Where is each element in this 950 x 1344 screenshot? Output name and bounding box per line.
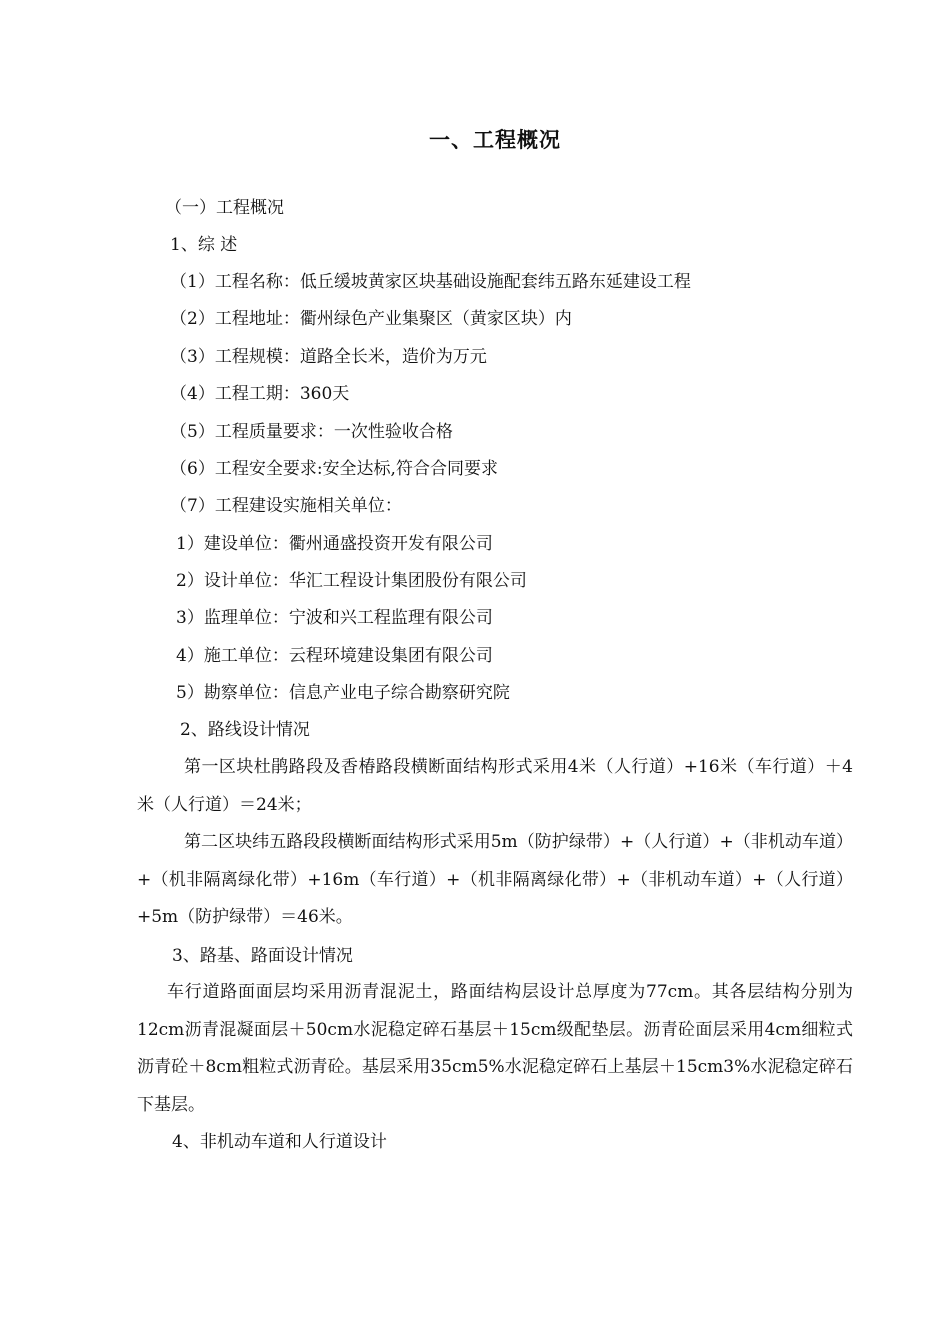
project-name-item: （1）工程名称：低丘缓坡黄家区块基础设施配套纬五路东延建设工程 <box>170 272 691 292</box>
section-heading: （一）工程概况 <box>165 198 284 218</box>
unit-item-contractor: 4）施工单位：云程环境建设集团有限公司 <box>176 646 493 666</box>
nonmotor-heading: 4、非机动车道和人行道设计 <box>172 1132 387 1152</box>
summary-heading: 1、综 述 <box>170 235 238 255</box>
subgrade-heading: 3、路基、路面设计情况 <box>172 946 353 966</box>
project-safety-item: （6）工程安全要求:安全达标,符合合同要求 <box>170 459 498 479</box>
subgrade-paragraph: 车行道路面面层均采用沥青混泥土，路面结构层设计总厚度为77cm。其各层结构分别为12cm沥青混凝面层＋50cm水泥稳定碎石基层＋15cm级配垫层。沥青砼面层采用4cm细粒式沥青砼＋8cm粗粒式沥青砼。基层采用35cm5%水泥稳定碎石上基层＋15cm3%水泥稳定碎石下基层。 <box>137 982 853 1115</box>
project-address-item: （2）工程地址：衢州绿色产业集聚区（黄家区块）内 <box>170 309 572 329</box>
unit-item-owner: 1）建设单位：衢州通盛投资开发有限公司 <box>176 534 493 554</box>
route-paragraph-1: 第一区块杜鹃路段及香椿路段横断面结构形式采用4米（人行道）+16米（车行道）＋4米（人行道）＝24米； <box>137 757 853 815</box>
route-heading: 2、路线设计情况 <box>180 720 310 740</box>
project-units-item: （7）工程建设实施相关单位： <box>170 496 402 516</box>
unit-item-designer: 2）设计单位：华汇工程设计集团股份有限公司 <box>176 571 527 591</box>
project-duration-item: （4）工程工期：360天 <box>170 384 350 404</box>
project-quality-item: （5）工程质量要求：一次性验收合格 <box>170 422 453 442</box>
route-paragraph-2: 第二区块纬五路段段横断面结构形式采用5m（防护绿带）+（人行道）+（非机动车道）+（机非隔离绿化带）+16m（车行道）+（机非隔离绿化带）+（非机动车道）+（人行道）+5m（防护绿带）＝46米。 <box>137 832 853 927</box>
page-title: 一、工程概况 <box>429 128 561 152</box>
unit-item-supervisor: 3）监理单位：宁波和兴工程监理有限公司 <box>176 608 493 628</box>
project-scale-item: （3）工程规模：道路全长米，造价为万元 <box>170 347 487 367</box>
unit-item-survey: 5）勘察单位：信息产业电子综合勘察研究院 <box>176 683 510 703</box>
